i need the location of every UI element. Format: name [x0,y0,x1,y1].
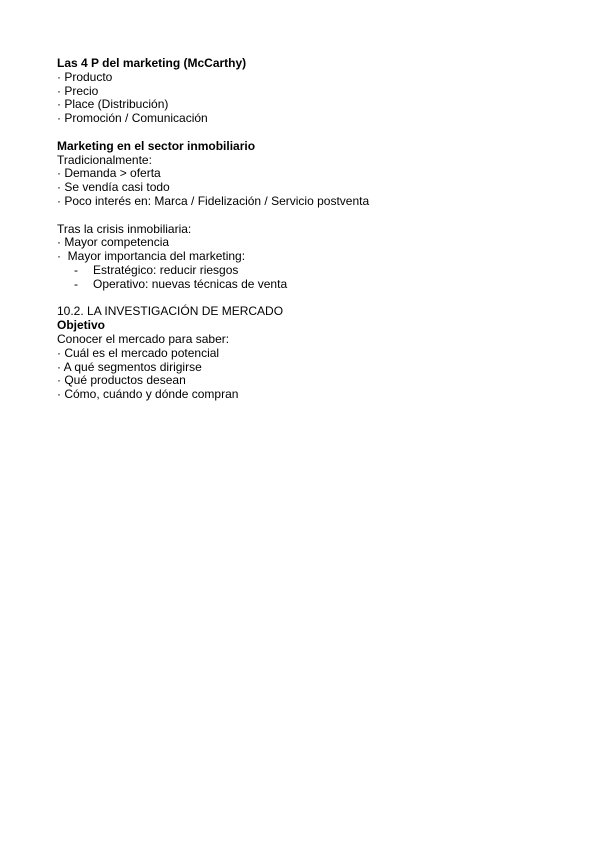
sub-list-item [57,278,557,292]
section-title-investigacion: 10.2. LA INVESTIGACIÓN DE MERCADO [57,304,284,319]
list-item: · Mayor importancia del marketing: [57,249,246,264]
list-item: · Cómo, cuándo y dónde compran [57,387,239,402]
list-item: · Place (Distribución) [57,97,169,112]
document-page [57,57,557,402]
section-heading-sector: Marketing en el sector inmobiliario [57,138,256,153]
list-item: · Qué productos desean [57,373,186,388]
sub-list-text: Estratégico: reducir riesgos [93,262,239,277]
paragraph-gap [57,209,557,223]
list-item: · Mayor competencia [57,235,170,250]
list-item: · Promoción / Comunicación [57,111,208,126]
list-item: · Precio [57,83,99,98]
paragraph-gap [57,126,557,140]
dash-marker: - [74,276,78,291]
list-item: · Cuál es el mercado potencial [57,345,220,360]
list-item: · Poco interés en: Marca / Fidelización / Servicio postventa [57,193,370,208]
paragraph-intro: Tradicionalmente: [57,152,152,167]
section-heading-4p: Las 4 P del marketing (McCarthy) [57,56,247,70]
paragraph-intro: Conocer el mercado para saber: [57,331,230,346]
list-item: · Producto [57,69,113,84]
section-heading-objetivo: Objetivo [57,318,106,333]
list-item: · A qué segmentos dirigirse [57,359,202,374]
sub-list-item [57,264,557,278]
sub-list-text: Operativo: nuevas técnicas de venta [93,276,288,291]
dash-marker: - [74,262,78,277]
list-item: · Demanda > oferta [57,166,161,181]
list-item: · Se vendía casi todo [57,180,170,195]
paragraph-intro: Tras la crisis inmobiliaria: [57,221,192,236]
